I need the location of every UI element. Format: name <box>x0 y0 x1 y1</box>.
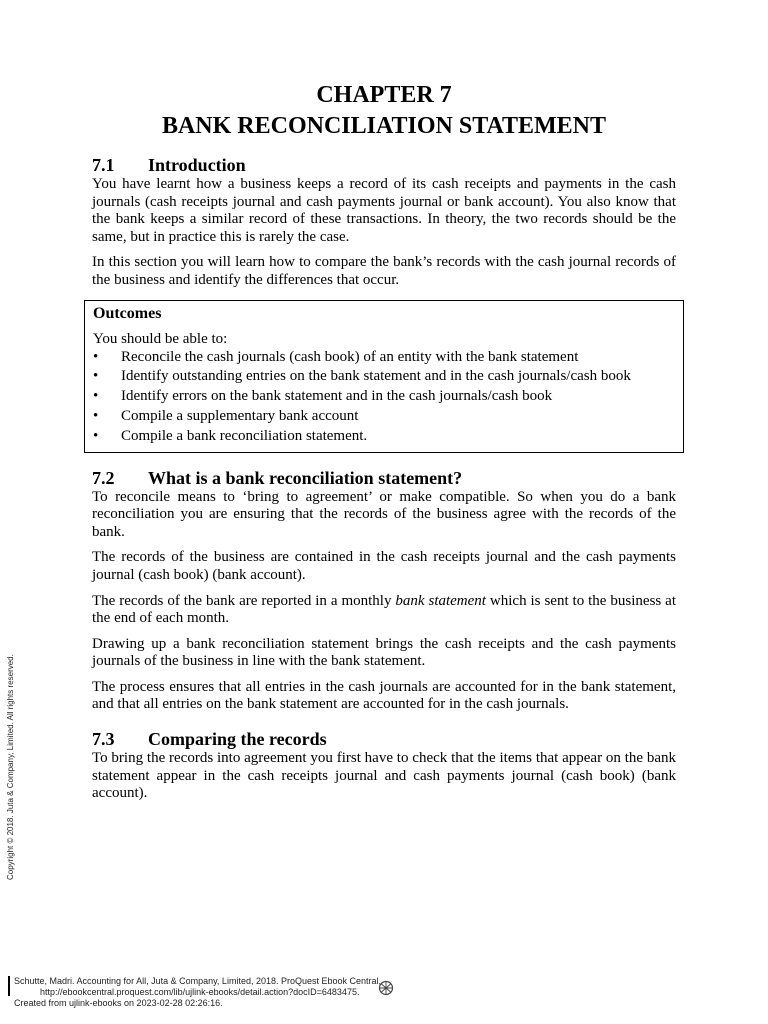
section-heading <box>92 154 676 176</box>
section-heading <box>92 728 676 750</box>
list-item: • Reconcile the cash journals (cash book) of an entity with the bank statement <box>93 348 579 365</box>
bullet-icon: • <box>93 348 99 365</box>
footer-created: Created from ujlink-ebooks on 2023-02-28 02:26:16. <box>14 998 223 1008</box>
list-item: • Identify outstanding entries on the bank statement and in the cash journals/cash book <box>93 368 631 385</box>
chapter-title: BANK RECONCILIATION STATEMENT <box>161 113 607 139</box>
bullet-icon: • <box>93 388 99 405</box>
list-item: • Compile a bank reconciliation statement. <box>93 427 368 444</box>
list-item: • Compile a supplementary bank account <box>93 407 359 424</box>
footer-citation: Schutte, Madri. Accounting for All, Juta & Company, Limited, 2018. ProQuest Ebook Central, <box>14 976 382 986</box>
bullet-icon: • <box>93 407 99 424</box>
footer <box>14 976 574 1009</box>
section-number: 7.3 <box>92 729 115 750</box>
outcomes-box <box>84 300 684 453</box>
section-title: Introduction <box>148 155 246 175</box>
chapter-number: CHAPTER 7 <box>316 82 452 108</box>
outcomes-list <box>93 349 675 446</box>
section-introduction <box>92 154 676 290</box>
proquest-logo-icon <box>378 980 394 996</box>
chapter-heading <box>92 80 676 142</box>
paragraph: Drawing up a bank reconciliation statement brings the cash receipts and the cash payments journals of the business in line with the bank statement. <box>92 635 676 670</box>
copyright-text: Copyright © 2018. Juta & Company, Limited. All rights reserved. <box>6 654 15 880</box>
section-number: 7.2 <box>92 467 115 488</box>
paragraph: The records of the bank are reported in a monthly bank statement which is sent to the business at the end of each month. <box>92 592 676 627</box>
paragraph: The records of the business are contained in the cash receipts journal and the cash payments journal (cash book) (bank account). <box>92 549 676 583</box>
footer-divider <box>8 976 10 996</box>
paragraph: The process ensures that all entries in the cash journals are accounted for in the bank statement, and that all entries on the bank statement are accounted for in the cash journals. <box>92 678 676 713</box>
section-title: What is a bank reconciliation statement? <box>148 467 463 488</box>
outcomes-lead: You should be able to: <box>93 330 228 347</box>
section-number: 7.1 <box>92 155 115 175</box>
paragraph: You have learnt how a business keeps a record of its cash receipts and payments in the cash journals (cash receipts journal and cash payments journal or bank account). You also know that the bank keeps a similar record of these transactions. In theory, the two records should be the same, but in practice this is rarely the case. <box>92 176 676 245</box>
body-content <box>92 154 676 803</box>
bullet-icon: • <box>93 368 99 385</box>
paragraph: To reconcile means to ‘bring to agreement’ or make compatible. So when you do a bank reconciliation you are ensuring that the records of the business agree with the records of the bank. <box>92 488 676 540</box>
list-item: • Identify errors on the bank statement and in the cash journals/cash book <box>93 388 553 405</box>
section-title: Comparing the records <box>148 729 327 750</box>
section-comparing <box>92 728 676 803</box>
outcomes-title: Outcomes <box>93 304 162 322</box>
bullet-icon: • <box>93 427 99 444</box>
paragraph: To bring the records into agreement you first have to check that the items that appear on the bank statement appear in the cash receipts journal and cash payments journal (cash book) (bank account). <box>92 750 676 802</box>
paragraph: In this section you will learn how to compare the bank’s records with the cash journal records of the business and identify the differences that occur. <box>92 254 676 288</box>
section-what-is <box>92 467 676 715</box>
footer-url[interactable]: http://ebookcentral.proquest.com/lib/ujlink-ebooks/detail.action?docID=6483475. <box>40 987 360 997</box>
section-heading <box>92 467 676 489</box>
emphasis-term: bank statement <box>395 592 486 609</box>
